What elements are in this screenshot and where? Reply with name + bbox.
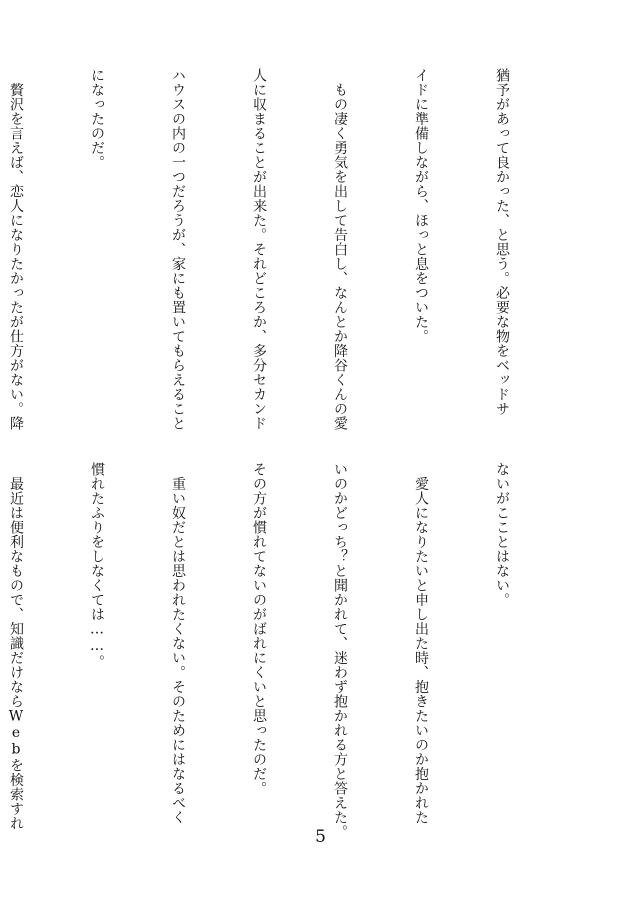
- text-line: 慣れたふりをしなくては……。: [89, 462, 105, 669]
- text-line: 猶予があって良かった、と思う。必要な物をベッドサ: [494, 68, 510, 416]
- text-line: いのかどっち？と聞かれて、迷わず抱かれる方と答えた。: [332, 462, 348, 839]
- text-line: イドに準備しながら、ほっと息をついた。: [413, 68, 429, 344]
- text-line: になったのだ。: [89, 68, 105, 170]
- text-line: 最近は便利なもので、知識だけならWebを検索すれ: [8, 462, 24, 831]
- text-line: 人に収まることが出来た。それどころか、多分セカンド: [251, 68, 267, 431]
- text-line: ハウスの内の一つだろうが、家にも置いてもらえること: [170, 68, 186, 431]
- text-line: 愛人になりたいと申し出た時、抱きたいのか抱かれた: [413, 462, 429, 825]
- text-line: もの凄く勇気を出して告白し、なんとか降谷くんの愛: [332, 68, 348, 431]
- text-line: ないがこことはない。: [494, 462, 510, 607]
- text-line: 贅沢を言えば、恋人になりたかったが仕方がない。降: [8, 68, 24, 431]
- text-line: その方が慣れてないのがばれにくいと思ったのだ。: [251, 462, 267, 796]
- upper-text-block: [8, 68, 569, 431]
- text-line: 重い奴だとは思われたくない。そのためにはなるべく: [170, 462, 186, 825]
- lower-text-block: [8, 462, 569, 839]
- page-number: 5: [315, 827, 326, 847]
